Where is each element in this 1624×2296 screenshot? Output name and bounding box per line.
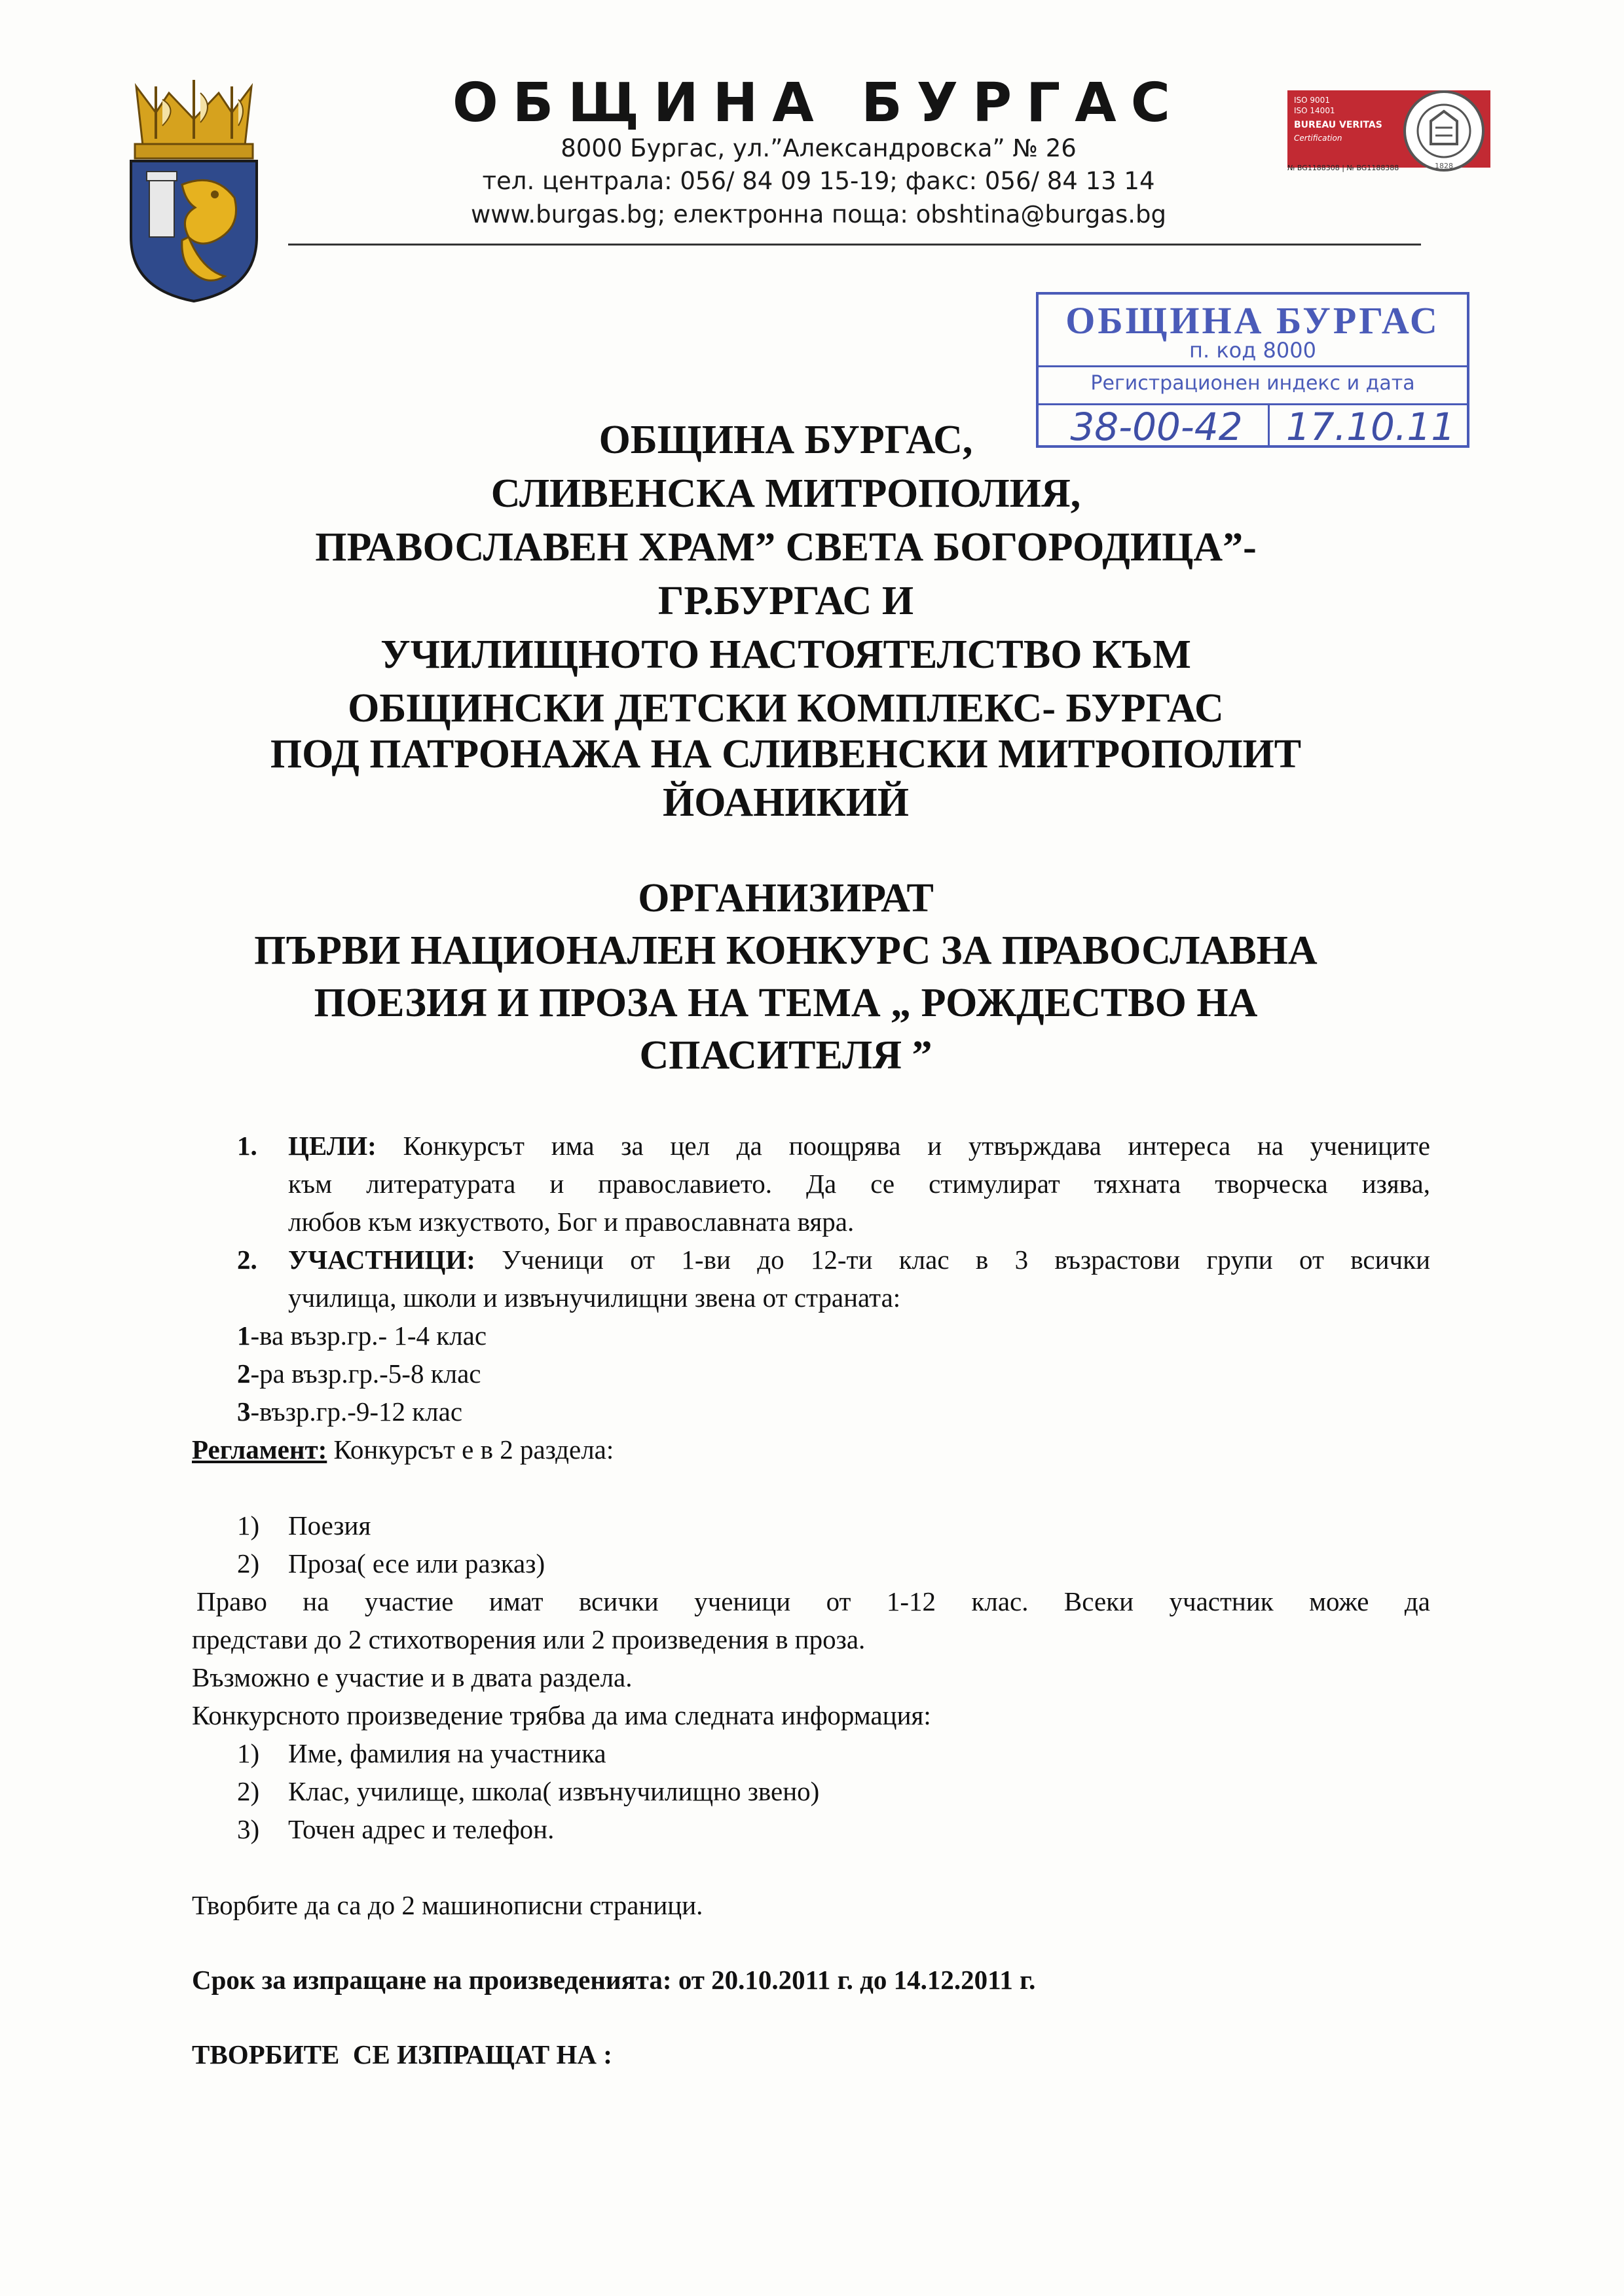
stamp-title: ОБЩИНА БУРГАС: [1065, 299, 1440, 342]
title-line: УЧИЛИЩНОТО НАСТОЯТЕЛСТВО КЪМ: [380, 632, 1191, 677]
bureau-veritas-seal-icon: [1401, 88, 1486, 173]
info-item-text: Точен адрес и телефон.: [288, 1814, 555, 1844]
title-line: ЙОАНИКИЙ: [663, 780, 909, 825]
seal-year: 1828: [1435, 162, 1453, 170]
rules-line: представи до 2 стихотворения или 2 произведения в проза.: [192, 1624, 866, 1654]
regulation-label: Регламент:: [192, 1434, 327, 1465]
info-item-text: Клас, училище, школа( извънучилищно звено): [288, 1776, 820, 1806]
goals-number: 1.: [237, 1131, 257, 1161]
stamp-registration-label: Регистрационен индекс и дата: [1090, 372, 1415, 395]
title-line: ПРАВОСЛАВЕН ХРАМ” СВЕТА БОГОРОДИЦА”-: [315, 525, 1257, 570]
title-line: СЛИВЕНСКА МИТРОПОЛИЯ,: [490, 471, 1081, 516]
age-group-text: -възр.гр.-9-12 клас: [250, 1396, 463, 1427]
age-group-number: 3: [237, 1396, 251, 1427]
letterhead-address: 8000 Бургас, ул.”Александровска” № 26: [561, 134, 1077, 162]
iso-certificate-numbers: № BG1188308 | № BG1188388: [1287, 164, 1399, 172]
goals-label: ЦЕЛИ:: [288, 1131, 377, 1161]
stamp-registration-number: 38-00-42: [1070, 405, 1243, 449]
title-line: ГР.БУРГАС И: [657, 579, 914, 623]
title-line: ОБЩИНСКИ ДЕТСКИ КОМПЛЕКС- БУРГАС: [348, 686, 1224, 731]
age-group-item: [237, 1319, 487, 1352]
letterhead-phones: тел. централа: 056/ 84 09 15-19; факс: 056/ 84 13 14: [482, 167, 1155, 195]
rules-line: Възможно е участие и в двата раздела.: [192, 1662, 633, 1692]
goals-paragraph: [288, 1129, 1430, 1162]
goals-line: към литературата и православието. Да се стимулират тяхната творческа изява,: [288, 1169, 1430, 1199]
subtitle-line: ОРГАНИЗИРАТ: [638, 876, 934, 920]
pages-note: Творбите да са до 2 машинописни страници.: [192, 1890, 703, 1920]
goals-line: любов към изкуството, Бог и православната вяра.: [288, 1207, 855, 1237]
iso-badge-line: BUREAU VERITAS: [1294, 120, 1382, 130]
age-group-text: -ра възр.гр.-5-8 клас: [250, 1358, 481, 1389]
organization-name: ОБЩИНА БУРГАС: [452, 72, 1185, 134]
participants-label: УЧАСТНИЦИ:: [288, 1245, 475, 1275]
participants-paragraph: [288, 1243, 1430, 1276]
age-group-number: 1: [237, 1321, 251, 1351]
participants-number: 2.: [237, 1245, 257, 1275]
participants-line: училища, школи и извънучилищни звена от страната:: [288, 1283, 901, 1313]
section-number: 2): [237, 1548, 260, 1578]
iso-badge-line: ISO 14001: [1294, 106, 1335, 115]
letterhead-web-email: www.burgas.bg; електронна поща: obshtina@burgas.bg: [470, 200, 1167, 228]
age-group-item: [237, 1395, 462, 1428]
stamp-rule: [1039, 365, 1467, 367]
info-item-number: 2): [237, 1776, 260, 1806]
stamp-postcode: п. код 8000: [1189, 338, 1316, 363]
age-group-item: [237, 1357, 481, 1390]
iso-badge-line: ISO 9001: [1294, 96, 1330, 105]
section-text: Проза( есе или разказ): [288, 1548, 545, 1578]
participants-text: Ученици от 1-ви до 12-ти клас в 3 възрастови групи от всички: [502, 1245, 1431, 1275]
regulation-line: [192, 1433, 614, 1466]
title-line: ПОД ПАТРОНАЖА НА СЛИВЕНСКИ МИТРОПОЛИТ: [270, 732, 1302, 776]
subtitle-line: ПЪРВИ НАЦИОНАЛЕН КОНКУРС ЗА ПРАВОСЛАВНА: [254, 928, 1318, 973]
section-text: Поезия: [288, 1510, 371, 1540]
title-line: ОБЩИНА БУРГАС,: [599, 418, 973, 462]
goals-text: Конкурсът има за цел да поощрява и утвърждава интереса на учениците: [403, 1131, 1430, 1161]
rules-line: Право на участие имат всички ученици от 1-12 клас. Всеки участник може да: [196, 1586, 1430, 1616]
subtitle-line: СПАСИТЕЛЯ ”: [639, 1033, 932, 1078]
section-number: 1): [237, 1510, 260, 1540]
iso-badge-line: Certification: [1294, 134, 1342, 143]
age-group-text: -ва възр.гр.- 1-4 клас: [250, 1321, 487, 1351]
deadline: Срок за изпращане на произведенията: от 20.10.2011 г. до 14.12.2011 г.: [192, 1965, 1036, 1995]
info-item-text: Име, фамилия на участника: [288, 1738, 606, 1768]
rules-line: Конкурсното произведение трябва да има следната информация:: [192, 1700, 931, 1730]
info-item-number: 3): [237, 1814, 260, 1844]
subtitle-line: ПОЕЗИЯ И ПРОЗА НА ТЕМА „ РОЖДЕСТВО НА: [314, 981, 1258, 1025]
age-group-number: 2: [237, 1358, 251, 1389]
stamp-registration-date: 17.10.11: [1285, 405, 1456, 449]
info-item-number: 1): [237, 1738, 260, 1768]
send-to-heading: ТВОРБИТЕ СЕ ИЗПРАЩАТ НА :: [192, 2039, 612, 2069]
letterhead-divider: [288, 244, 1421, 246]
burgas-coat-of-arms-logo: [117, 73, 271, 304]
regulation-text: Конкурсът е в 2 раздела:: [327, 1434, 614, 1465]
